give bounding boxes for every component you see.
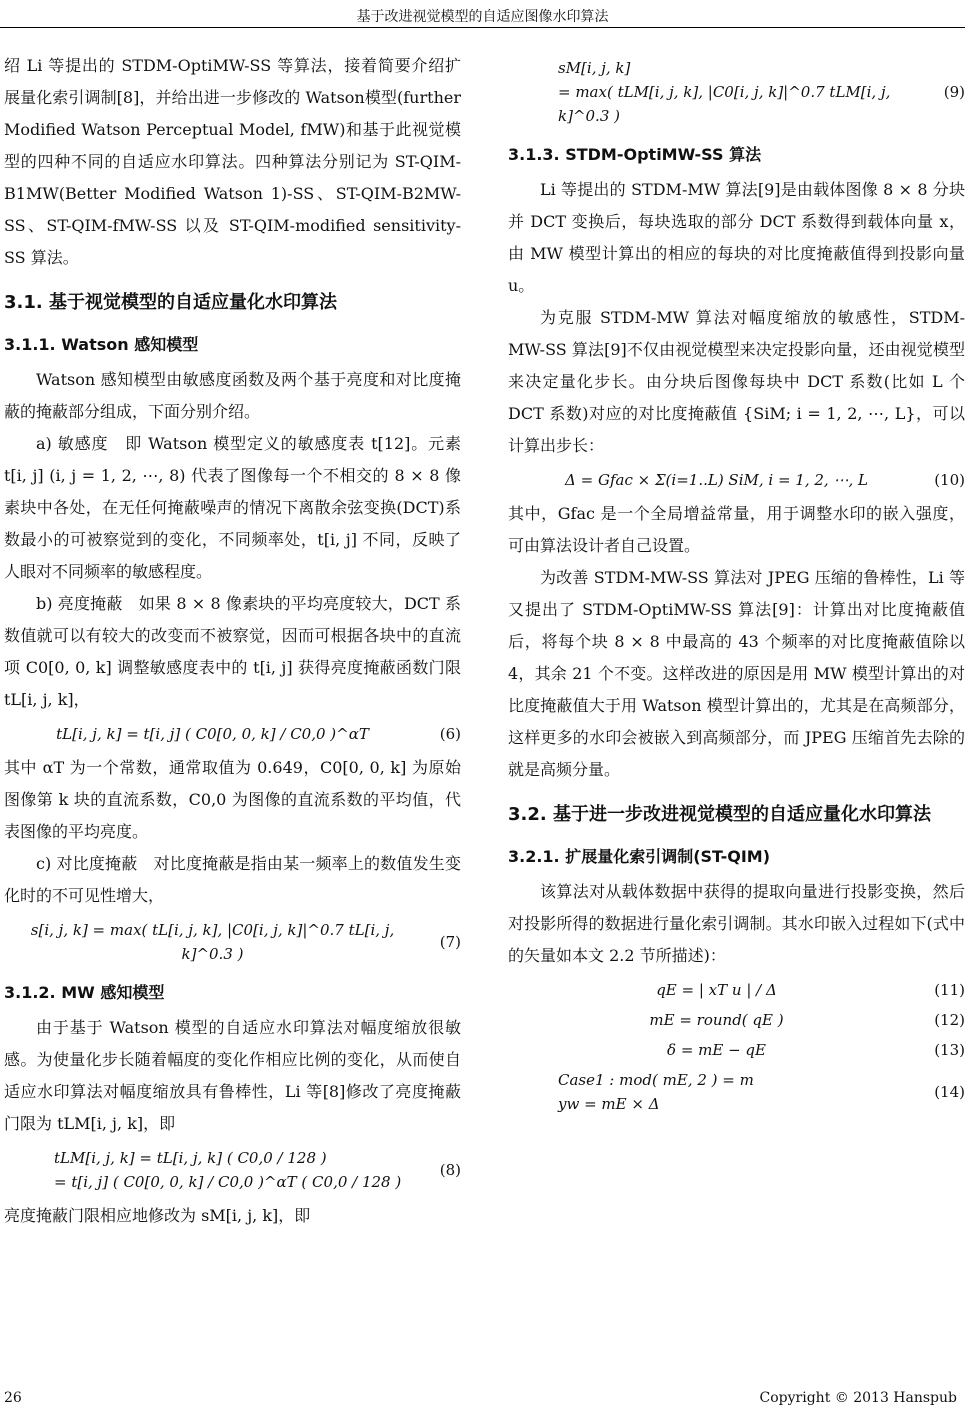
equation-line: Case1 : mod( mE, 2 ) = m (558, 1071, 754, 1089)
equation-11 (508, 978, 965, 1002)
equation-body: mE = round( qE ) (649, 1011, 784, 1029)
paragraph: Li 等提出的 STDM-MW 算法[9]是由载体图像 8 × 8 分块并 DCT 变换后，每块选取的部分 DCT 系数得到载体向量 x，由 MW 模型计算出的相应的每块的对比度掩蔽值得到投影向量 u。 (508, 180, 965, 295)
equation-body: s[i, j, k] = max( tL[i, j, k], |C0[i, j, k]|^0.7 tL[i, j, k]^0.3 ) (30, 921, 395, 963)
paragraph: 由于基于 Watson 模型的自适应水印算法对幅度缩放很敏感。为使量化步长随着幅度的变化作相应比例的变化，从而使自适应水印算法对幅度缩放具有鲁棒性，Li 等[8]修改了亮度掩蔽门限为 tLM[i, j, k]，即 (4, 1018, 461, 1133)
equation-number: (9) (943, 83, 965, 101)
subsection-heading: 3.2.1. 扩展量化索引调制(ST-QIM) (508, 847, 771, 866)
equation-body: Δ = Gfac × Σ(i=1..L) SiM, i = 1, 2, ⋯, L (565, 471, 868, 489)
equation-14 (508, 1068, 965, 1116)
copyright: Copyright © 2013 Hanspub (759, 1390, 957, 1406)
paragraph: c) 对比度掩蔽 对比度掩蔽是指由某一频率上的数值发生变化时的不可见性增大， (4, 854, 461, 905)
equation-9 (508, 56, 965, 128)
equation-number: (8) (439, 1161, 461, 1179)
paragraph: 亮度掩蔽门限相应地修改为 sM[i, j, k]，即 (4, 1206, 311, 1225)
header-rule (0, 27, 965, 28)
page-number: 26 (4, 1390, 22, 1406)
equation-number: (12) (934, 1011, 965, 1029)
paragraph: 其中，Gfac 是一个全局增益常量，用于调整水印的嵌入强度，可由算法设计者自己设置。 (508, 504, 965, 555)
paragraph: 该算法对从载体数据中获得的提取向量进行投影变换，然后对投影所得的数据进行量化索引调制。其水印嵌入过程如下(式中的矢量如本文 2.2 节所描述)： (508, 882, 965, 965)
equation-number: (6) (439, 725, 461, 743)
equation-number: (7) (439, 933, 461, 951)
section-heading: 3.1. 基于视觉模型的自适应量化水印算法 (4, 292, 337, 313)
subsection-heading: 3.1.1. Watson 感知模型 (4, 335, 199, 354)
equation-12 (508, 1008, 965, 1032)
equation-body: qE = | xT u | / Δ (656, 981, 777, 999)
equation-number: (13) (934, 1041, 965, 1059)
equation-7 (4, 918, 461, 966)
equation-number: (14) (934, 1083, 965, 1101)
subsection-heading: 3.1.2. MW 感知模型 (4, 983, 165, 1002)
left-column (4, 50, 461, 1232)
paragraph: 为克服 STDM-MW 算法对幅度缩放的敏感性，STDM-MW-SS 算法[9]不仅由视觉模型来决定投影向量，还由视觉模型来决定量化步长。由分块后图像每块中 DCT 系数(比如 L 个 DCT 系数)对应的对比度掩蔽值 {SiM; i = 1, 2, ⋯, L}，可以计算出步长： (508, 308, 965, 455)
right-column (508, 50, 965, 1122)
equation-body: δ = mE − qE (667, 1041, 766, 1059)
section-heading: 3.2. 基于进一步改进视觉模型的自适应量化水印算法 (508, 804, 931, 825)
equation-body: tL[i, j, k] = t[i, j] ( C0[0, 0, k] / C0,0 )^αT (56, 725, 369, 743)
equation-8 (4, 1146, 461, 1194)
running-header: 基于改进视觉模型的自适应图像水印算法 (356, 9, 609, 25)
equation-number: (11) (934, 981, 965, 999)
paragraph: 其中 αT 为一个常数，通常取值为 0.649，C0[0, 0, k] 为原始图像第 k 块的直流系数，C0,0 为图像的直流系数的平均值，代表图像的平均亮度。 (4, 758, 461, 841)
paragraph: 为改善 STDM-MW-SS 算法对 JPEG 压缩的鲁棒性，Li 等又提出了 STDM-OptiMW-SS 算法[9]：计算出对比度掩蔽值后，将每个块 8 × 8 中最高的 43 个频率的对比度掩蔽值除以 4，其余 21 个不变。这样改进的原因是用 MW 模型计算出的对比度掩蔽值大于用 Watson 模型计算出的，尤其是在高频部分，这样更多的水印会被嵌入到高频部分，而 JPEG 压缩首先去除的就是高频分量。 (508, 568, 965, 779)
subsection-heading: 3.1.3. STDM-OptiMW-SS 算法 (508, 145, 762, 164)
equation-13 (508, 1038, 965, 1062)
equation-line: tLM[i, j, k] = tL[i, j, k] ( C0,0 / 128 ) (54, 1149, 327, 1167)
equation-number: (10) (934, 471, 965, 489)
equation-6 (4, 722, 461, 746)
paragraph: 绍 Li 等提出的 STDM-OptiMW-SS 等算法，接着简要介绍扩展量化索引调制[8]，并给出进一步修改的 Watson模型(further Modified Watson Perceptual Model, fMW)和基于此视觉模型的四种不同的自适应水印算法。四种算法分别记为 ST-QIM-B1MW(Better Modified Watson 1)-SS、ST-QIM-B2MW-SS、ST-QIM-fMW-SS 以及 ST-QIM-modified sensitivity-SS 算法。 (4, 56, 461, 267)
paragraph: Watson 感知模型由敏感度函数及两个基于亮度和对比度掩蔽的掩蔽部分组成，下面分别介绍。 (4, 370, 461, 421)
paragraph: a) 敏感度 即 Watson 模型定义的敏感度表 t[12]。元素 t[i, j] (i, j = 1, 2, ⋯, 8) 代表了图像每一个不相交的 8 × 8 像素块中各处，在无任何掩蔽噪声的情况下离散余弦变换(DCT)系数最小的可被察觉到的变化，不同频率处，t[i, j] 不同，反映了人眼对不同频率的敏感程度。 (4, 434, 461, 581)
equation-line: = max( tLM[i, j, k], |C0[i, j, k]|^0.7 tLM[i, j, k]^0.3 ) (558, 83, 891, 125)
equation-line: sM[i, j, k] (558, 59, 631, 77)
equation-line: = t[i, j] ( C0[0, 0, k] / C0,0 )^αT ( C0,0 / 128 ) (54, 1173, 402, 1191)
equation-10 (508, 468, 965, 492)
paragraph: b) 亮度掩蔽 如果 8 × 8 像素块的平均亮度较大，DCT 系数值就可以有较大的改变而不被察觉，因而可根据各块中的直流项 C0[0, 0, k] 调整敏感度表中的 t[i, j] 获得亮度掩蔽函数门限 tL[i, j, k]， (4, 594, 461, 709)
equation-line: yw = mE × Δ (558, 1095, 660, 1113)
